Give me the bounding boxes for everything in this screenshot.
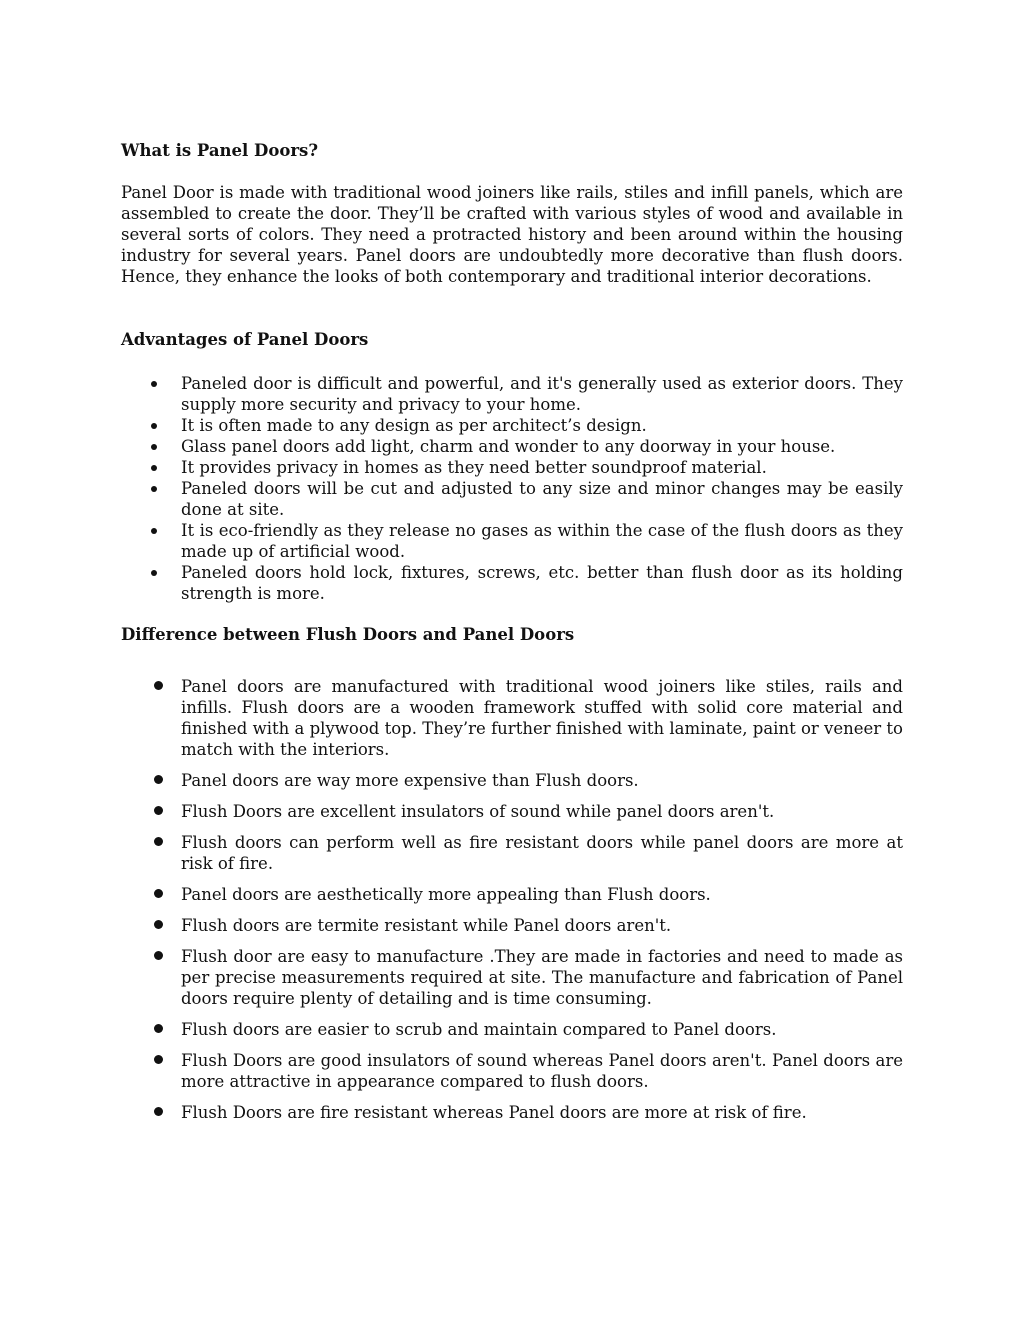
list-item: Flush Doors are excellent insulators of sound while panel doors aren't. bbox=[121, 801, 903, 822]
list-item: Flush doors are easier to scrub and maintain compared to Panel doors. bbox=[121, 1019, 903, 1040]
list-item: Paneled door is difficult and powerful, and it's generally used as exterior doors. They supply more security and privacy to your home. bbox=[121, 373, 903, 415]
bullet-icon bbox=[151, 465, 157, 471]
bullet-icon bbox=[154, 681, 163, 690]
list-item: Panel doors are manufactured with traditional wood joiners like stiles, rails and infills. Flush doors are a wooden framework stuffed with solid core material and finished with a plywood top. They’re further finished with laminate, paint or veneer to match with the interiors. bbox=[121, 676, 903, 760]
bullet-icon bbox=[154, 1107, 163, 1116]
list-item: Flush Doors are fire resistant whereas Panel doors are more at risk of fire. bbox=[121, 1102, 903, 1123]
list-item: Flush doors can perform well as fire resistant doors while panel doors are more at risk of fire. bbox=[121, 832, 903, 874]
bullet-icon bbox=[154, 806, 163, 815]
advantages-list bbox=[121, 373, 903, 604]
list-item: Flush Doors are good insulators of sound whereas Panel doors aren't. Panel doors are more attractive in appearance compared to flush doors. bbox=[121, 1050, 903, 1092]
bullet-icon bbox=[151, 423, 157, 429]
bullet-icon bbox=[151, 381, 157, 387]
bullet-icon bbox=[154, 1055, 163, 1064]
list-item: Glass panel doors add light, charm and wonder to any doorway in your house. bbox=[121, 436, 903, 457]
bullet-icon bbox=[151, 528, 157, 534]
list-item: Panel doors are way more expensive than Flush doors. bbox=[121, 770, 903, 791]
bullet-icon bbox=[154, 951, 163, 960]
list-item: It is eco-friendly as they release no gases as within the case of the flush doors as they made up of artificial wood. bbox=[121, 520, 903, 562]
list-item: It provides privacy in homes as they need better soundproof material. bbox=[121, 457, 903, 478]
intro-paragraph: Panel Door is made with traditional wood joiners like rails, stiles and infill panels, which are assembled to create the door. They’ll be crafted with various styles of wood and available in several sorts of colors. They need a protracted history and been around within the housing industry for several years. Panel doors are undoubtedly more decorative than flush doors. Hence, they enhance the looks of both contemporary and traditional interior decorations. bbox=[121, 183, 903, 286]
bullet-icon bbox=[154, 775, 163, 784]
section-title-difference: Difference between Flush Doors and Panel Doors bbox=[121, 625, 575, 644]
list-item: It is often made to any design as per architect’s design. bbox=[121, 415, 903, 436]
bullet-icon bbox=[154, 889, 163, 898]
list-item: Panel doors are aesthetically more appealing than Flush doors. bbox=[121, 884, 903, 905]
document-page bbox=[121, 140, 903, 1133]
bullet-icon bbox=[154, 837, 163, 846]
section-title-what-is-panel-doors: What is Panel Doors? bbox=[121, 141, 319, 160]
list-item: Paneled doors hold lock, fixtures, screws, etc. better than flush door as its holding strength is more. bbox=[121, 562, 903, 604]
list-item: Flush door are easy to manufacture .They are made in factories and need to made as per precise measurements required at site. The manufacture and fabrication of Panel doors require plenty of detailing and is time consuming. bbox=[121, 946, 903, 1009]
bullet-icon bbox=[151, 486, 157, 492]
list-item: Flush doors are termite resistant while Panel doors aren't. bbox=[121, 915, 903, 936]
bullet-icon bbox=[154, 920, 163, 929]
section-title-advantages: Advantages of Panel Doors bbox=[121, 330, 369, 349]
bullet-icon bbox=[151, 444, 157, 450]
list-item: Paneled doors will be cut and adjusted to any size and minor changes may be easily done at site. bbox=[121, 478, 903, 520]
bullet-icon bbox=[154, 1024, 163, 1033]
difference-list bbox=[121, 676, 903, 1123]
bullet-icon bbox=[151, 570, 157, 576]
